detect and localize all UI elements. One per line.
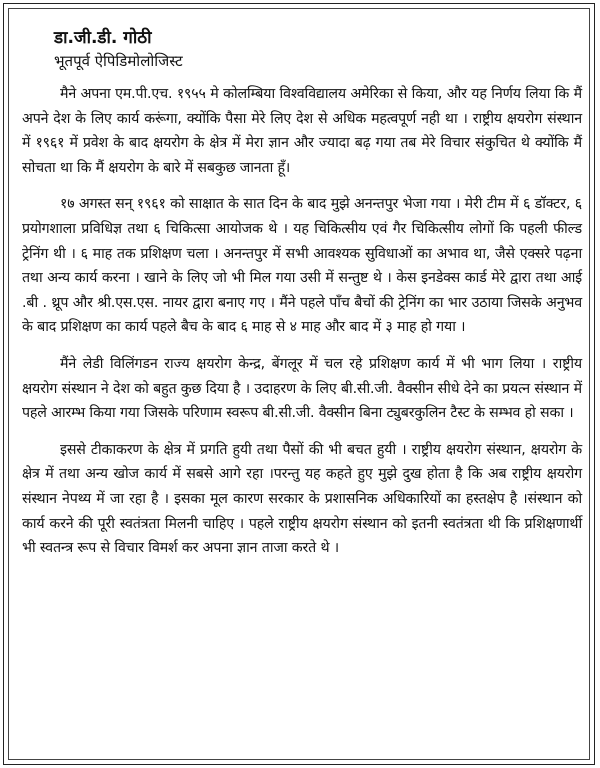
paragraph-education: मैने अपना एम.पी.एच. १९५५ मे कोलम्बिया विश्वविद्यालय अमेरिका से किया, और यह निर्णय लिया कि मैं अपने देश के लिए कार्य करूंगा, क्योंकि पैसा मेरे लिए देश से अधिक महत्वपूर्ण नही था । राष्ट्रीय क्षयरोग संस्थान में १९६१ में प्रवेश के बाद क्षयरोग के क्षेत्र में मेरा ज्ञान और ज्यादा बढ़ गया तब मेरे विचार संकुचित थे क्योंकि मैं सोचता था कि मैं क्षयरोग के बारे में सबकुछ जानता हूँ। [22,86,582,176]
author-title: भूतपूर्व ऐपिडिमोलोजिस्ट [54,52,183,70]
paragraph-bcg-vaccine: मैंने लेडी विलिंगडन राज्य क्षयरोग केन्द्र, बेंगलूर में चल रहे प्रशिक्षण कार्य में भी भाग लिया । राष्ट्रीय क्षयरोग संस्थान ने देश को बहुत कुछ दिया है । उदाहरण के लिए बी.सी.जी. वैक्सीन सीधे देने का प्रयत्न संस्थान में पहले आरम्भ किया गया जिसके परिणाम स्वरूप बी.सी.जी. वैक्सीन बिना ट्युबरकुलिन टैस्ट के सम्भव हो सका । [22,355,582,422]
paragraph-institute-decline: इससे टीकाकरण के क्षेत्र में प्रगति हुयी तथा पैसों की भी बचत हुयी । राष्ट्रीय क्षयरोग संस्थान, क्षयरोग के क्षेत्र में तथा अन्य खोज कार्य में सबसे आगे रहा ।परन्तु यह कहते हुए मुझे दुख होता है कि अब राष्ट्रीय क्षयरोग संस्थान नेपथ्य में जा रहा है । इसका मूल कारण सरकार के प्रशासनिक अधिकारियों का हस्तक्षेप है ।संस्थान को कार्य करने की पूरी स्वतंत्रता मिलनी चाहिए । पहले राष्ट्रीय क्षयरोग संस्थान को इतनी स्वतंत्रता थी कि प्रशिक्षणार्थी भी स्वतन्त्र रूप से विचार विमर्श कर अपना ज्ञान ताजा करते थे । [22,441,582,557]
author-name: डा.जी.डी. गोठी [54,28,152,48]
paragraph-anantapur-training: १७ अगस्त सन् १९६१ को साक्षात के सात दिन के बाद मुझे अनन्तपुर भेजा गया । मेरी टीम में ६ डॉक्टर, ६ प्रयोगशाला प्रविधिज्ञ तथा ६ चिकित्सा आयोजक थे । यह चिकित्सीय एवं गैर चिकित्सीय लोगों कि पहली फील्ड ट्रेनिंग थी । ६ माह तक प्रशिक्षण चला । अनन्तपुर में सभी आवश्यक सुविधाओं का अभाव था, जैसे एक्सरे पढ़ना तथा अन्य कार्य करना । खाने के लिए जो भी मिल गया उसी में सन्तुष्ट थे । केस इनडेक्स कार्ड मेरे द्वारा तथा आई .बी . थ्रूप और श्री.एस.एस. नायर द्वारा बनाए गए । मैंने पहले पाँच बैचों की ट्रेनिंग का भार उठाया जिसके अनुभव के बाद प्रशिक्षण का कार्य पहले बैच के बाद ६ माह से ४ माह और बाद में ३ माह हो गया । [22,196,582,336]
document-body [22,26,582,573]
